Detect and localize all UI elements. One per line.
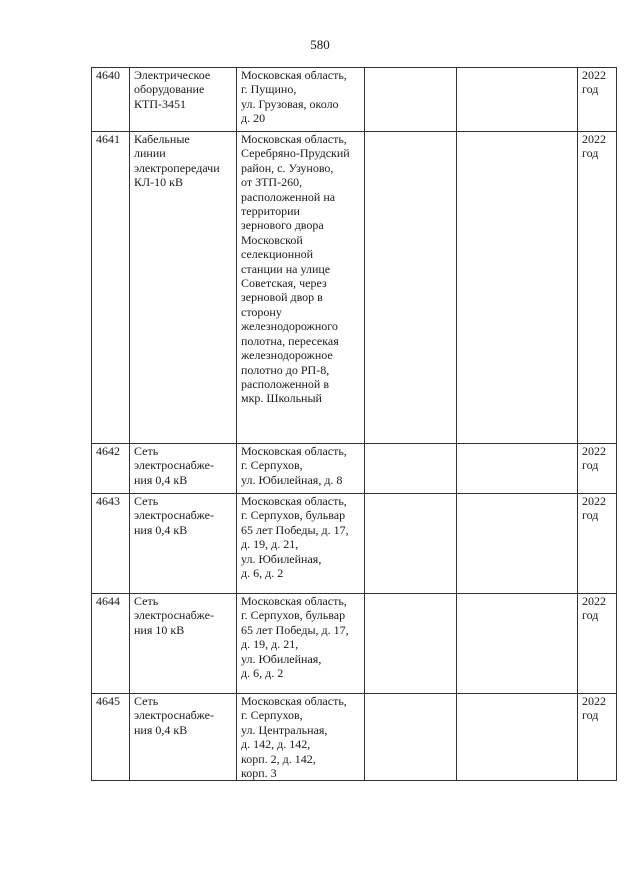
table-row (92, 132, 617, 444)
empty-cell (365, 694, 457, 781)
year-cell: 2022 год (578, 444, 617, 494)
empty-cell (457, 694, 578, 781)
year-cell: 2022 год (578, 594, 617, 694)
empty-cell (457, 68, 578, 132)
registry-table (91, 67, 617, 781)
empty-cell (365, 494, 457, 594)
object-name: Сеть электроснабже- ния 0,4 кВ (130, 694, 237, 781)
page-number: 580 (310, 37, 330, 52)
year-cell: 2022 год (578, 132, 617, 444)
object-address: Московская область, г. Пущино, ул. Грузовая, около д. 20 (237, 68, 365, 132)
year-cell: 2022 год (578, 494, 617, 594)
object-address: Московская область, г. Серпухов, бульвар 65 лет Победы, д. 17, д. 19, д. 21, ул. Юбилейная, д. 6, д. 2 (237, 594, 365, 694)
object-name: Сеть электроснабже- ния 0,4 кВ (130, 494, 237, 594)
table-row (92, 594, 617, 694)
record-number: 4644 (92, 594, 130, 694)
record-number: 4645 (92, 694, 130, 781)
empty-cell (457, 594, 578, 694)
empty-cell (457, 132, 578, 444)
year-cell: 2022 год (578, 694, 617, 781)
record-number: 4641 (92, 132, 130, 444)
record-number: 4643 (92, 494, 130, 594)
object-name: Кабельные линии электропередачи КЛ-10 кВ (130, 132, 237, 444)
year-cell: 2022 год (578, 68, 617, 132)
table-row (92, 694, 617, 781)
empty-cell (457, 494, 578, 594)
object-name: Сеть электроснабже- ния 10 кВ (130, 594, 237, 694)
object-name: Сеть электроснабже- ния 0,4 кВ (130, 444, 237, 494)
record-number: 4642 (92, 444, 130, 494)
empty-cell (365, 444, 457, 494)
table-row (92, 68, 617, 132)
table-row (92, 494, 617, 594)
object-name: Электрическое оборудование КТП-3451 (130, 68, 237, 132)
object-address: Московская область, Серебряно-Прудский район, с. Узуново, от ЗТП-260, расположенной на территории зернового двора Московской селекционной станции на улице Советская, через зерновой двор в сторону железнодорожного полотна, пересекая железнодорожное полотно до РП-8, расположенной в мкр. Школьный (237, 132, 365, 444)
record-number: 4640 (92, 68, 130, 132)
empty-cell (365, 132, 457, 444)
table-row (92, 444, 617, 494)
object-address: Московская область, г. Серпухов, ул. Центральная, д. 142, д. 142, корп. 2, д. 142, корп. 3 (237, 694, 365, 781)
empty-cell (365, 68, 457, 132)
empty-cell (365, 594, 457, 694)
empty-cell (457, 444, 578, 494)
object-address: Московская область, г. Серпухов, ул. Юбилейная, д. 8 (237, 444, 365, 494)
object-address: Московская область, г. Серпухов, бульвар 65 лет Победы, д. 17, д. 19, д. 21, ул. Юбилейная, д. 6, д. 2 (237, 494, 365, 594)
